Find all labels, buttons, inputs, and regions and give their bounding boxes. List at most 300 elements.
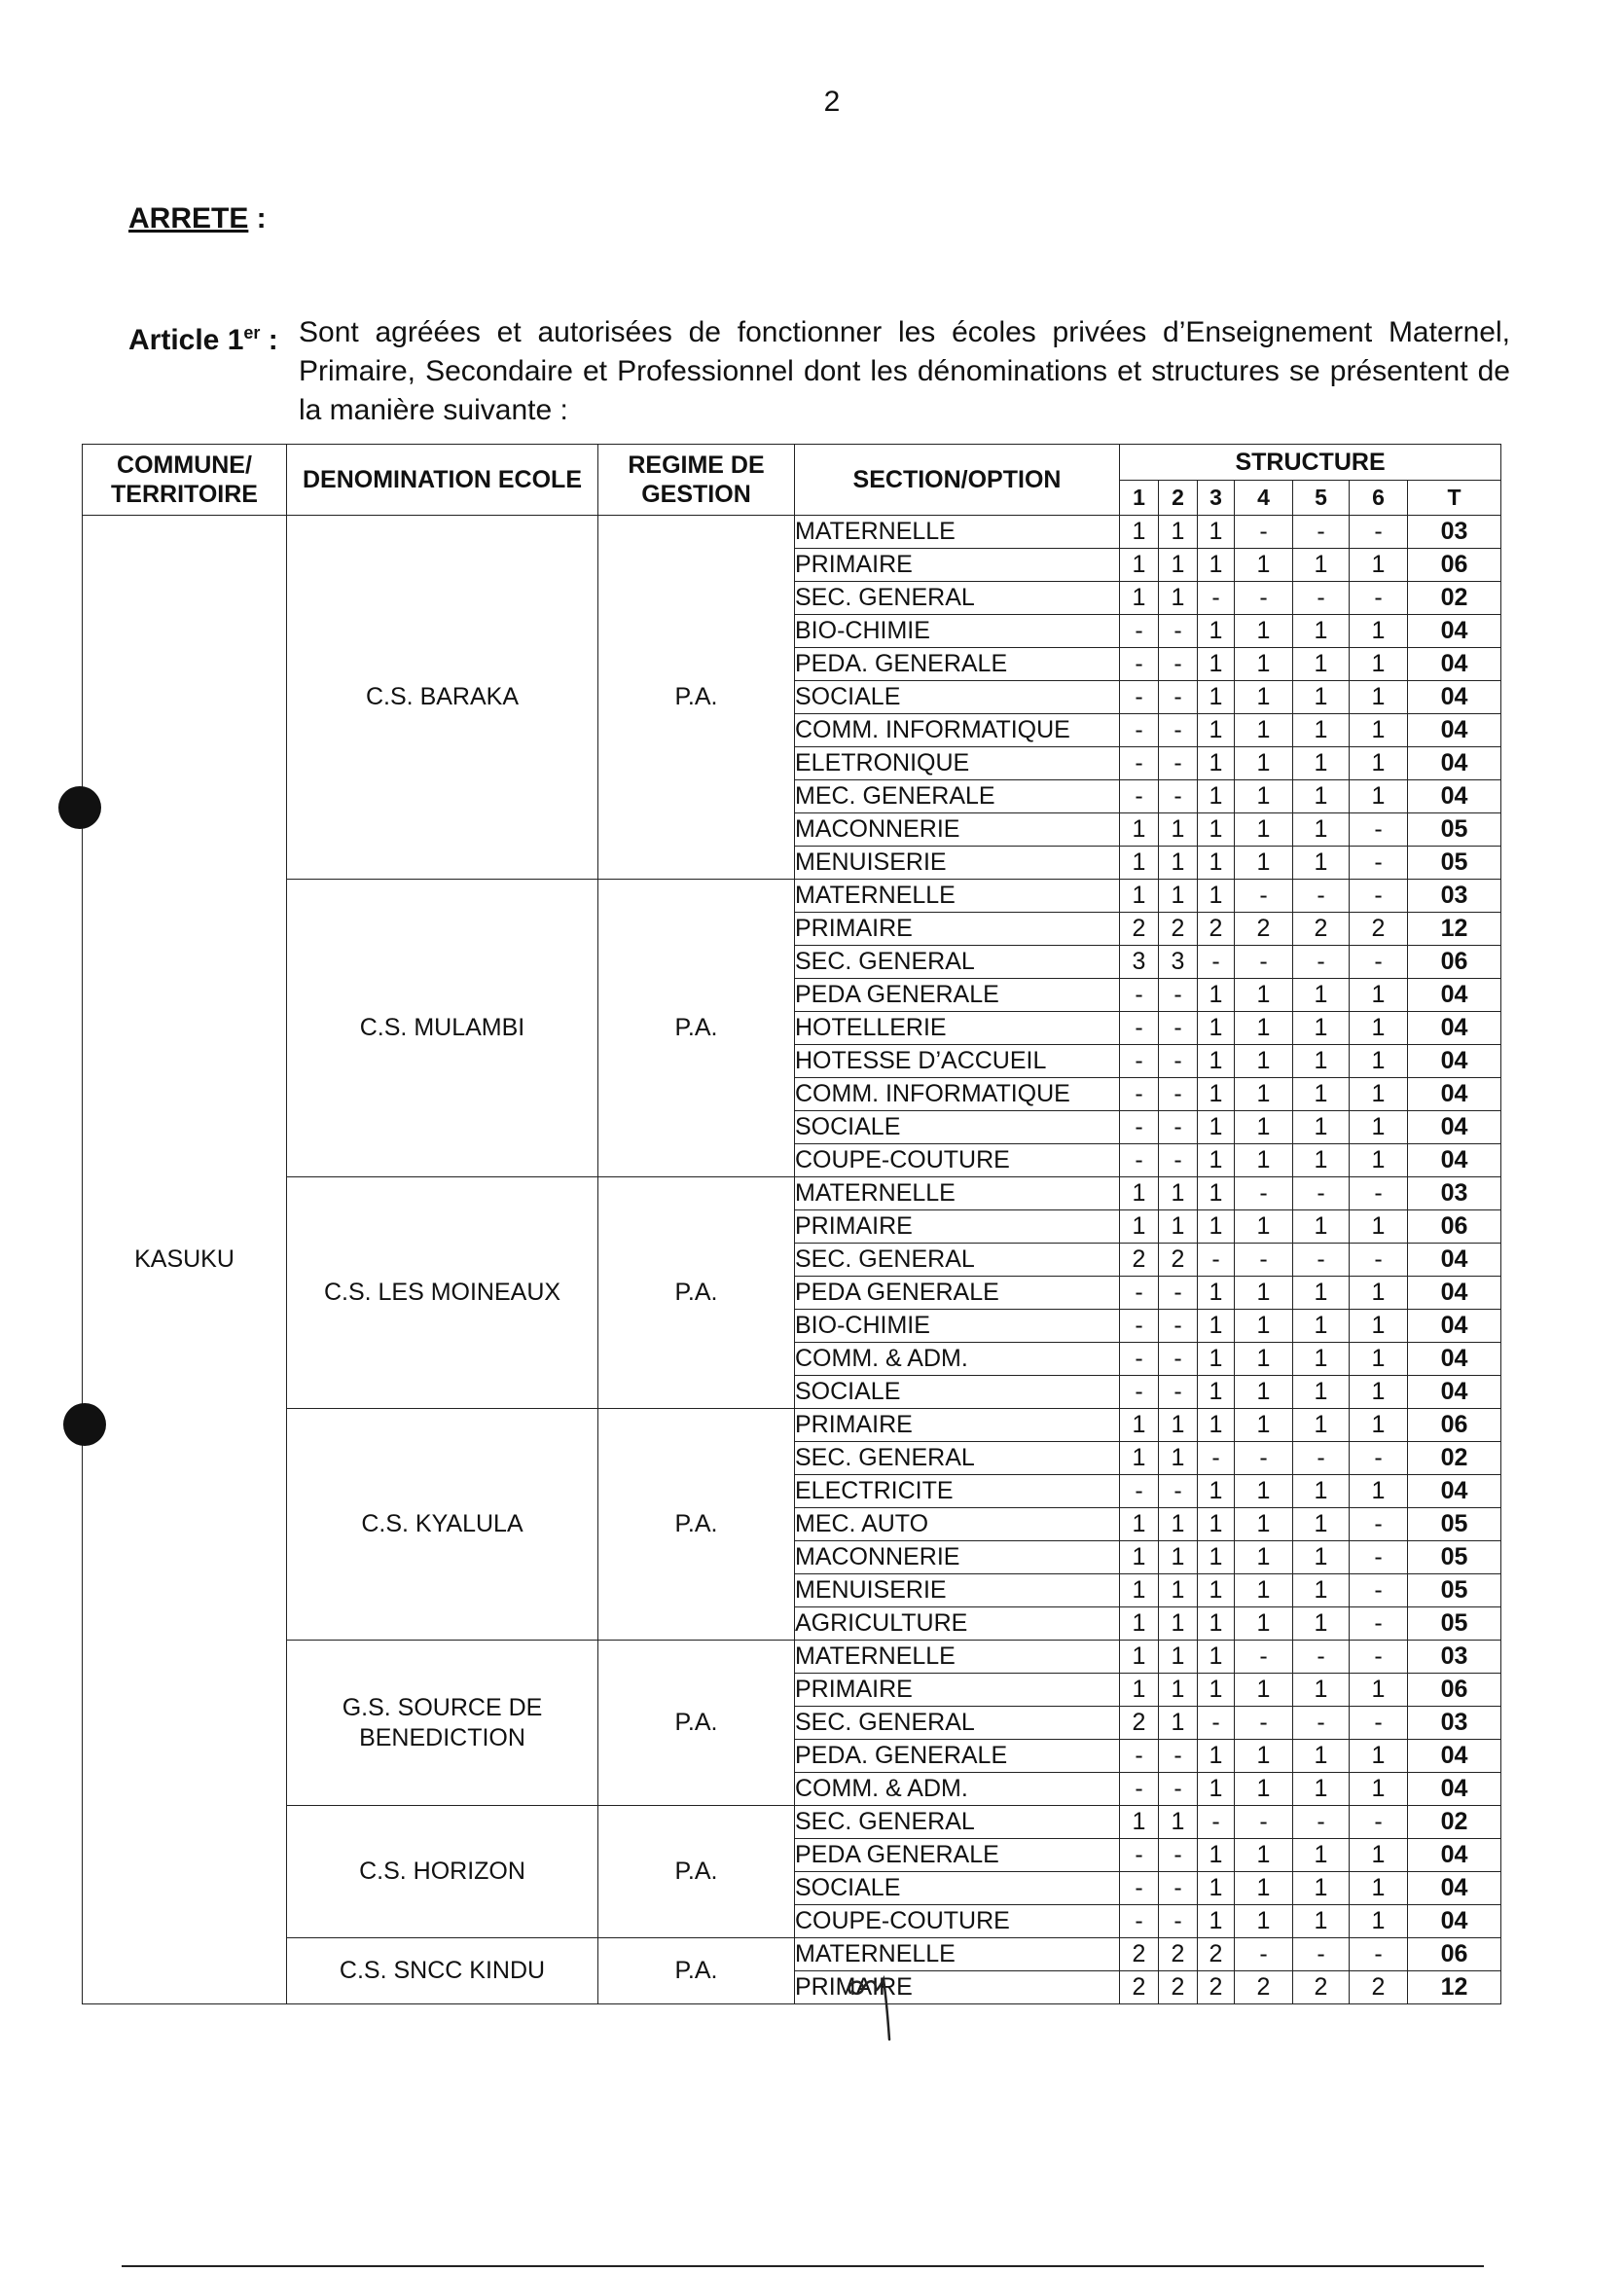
- structure-cell-1: -: [1120, 1144, 1159, 1177]
- structure-total: 02: [1408, 1806, 1501, 1839]
- section-option: MEC. GENERALE: [795, 780, 1120, 813]
- structure-cell-5: -: [1293, 516, 1350, 549]
- structure-cell-3: 1: [1198, 648, 1235, 681]
- structure-cell-4: 1: [1235, 979, 1293, 1012]
- structure-cell-2: -: [1159, 681, 1198, 714]
- structure-total: 04: [1408, 681, 1501, 714]
- structure-cell-3: 2: [1198, 1971, 1235, 2004]
- structure-cell-5: 1: [1293, 1078, 1350, 1111]
- article-label-sup: er: [243, 323, 261, 343]
- structure-cell-1: 2: [1120, 913, 1159, 946]
- structure-cell-4: -: [1235, 516, 1293, 549]
- structure-cell-5: 1: [1293, 714, 1350, 747]
- structure-cell-3: 1: [1198, 1574, 1235, 1607]
- structure-cell-6: 1: [1350, 1376, 1408, 1409]
- section-heading: [128, 202, 267, 235]
- structure-cell-5: -: [1293, 880, 1350, 913]
- structure-cell-1: -: [1120, 1740, 1159, 1773]
- structure-cell-5: -: [1293, 1641, 1350, 1674]
- structure-cell-4: 1: [1235, 1376, 1293, 1409]
- structure-cell-6: 1: [1350, 780, 1408, 813]
- school-name: C.S. HORIZON: [287, 1806, 598, 1938]
- structure-cell-2: -: [1159, 1475, 1198, 1508]
- header-structure-5: 5: [1293, 480, 1350, 516]
- structure-cell-2: -: [1159, 1277, 1198, 1310]
- structure-cell-5: 1: [1293, 1773, 1350, 1806]
- header-ecole: DENOMINATION ECOLE: [287, 445, 598, 516]
- section-option: SEC. GENERAL: [795, 946, 1120, 979]
- section-option: PRIMAIRE: [795, 1210, 1120, 1244]
- structure-cell-2: -: [1159, 1343, 1198, 1376]
- structure-cell-6: -: [1350, 1938, 1408, 1971]
- structure-total: 04: [1408, 1045, 1501, 1078]
- structure-total: 03: [1408, 1641, 1501, 1674]
- structure-cell-1: 1: [1120, 813, 1159, 847]
- schools-table: [82, 444, 1501, 2004]
- structure-cell-1: -: [1120, 1376, 1159, 1409]
- structure-cell-4: 1: [1235, 1045, 1293, 1078]
- section-option: SEC. GENERAL: [795, 1244, 1120, 1277]
- structure-total: 04: [1408, 1773, 1501, 1806]
- structure-cell-4: 1: [1235, 1905, 1293, 1938]
- structure-cell-3: 1: [1198, 979, 1235, 1012]
- structure-cell-2: -: [1159, 1740, 1198, 1773]
- structure-cell-3: 1: [1198, 714, 1235, 747]
- header-structure-total: T: [1408, 480, 1501, 516]
- punch-hole: [63, 1403, 106, 1446]
- structure-cell-3: 1: [1198, 747, 1235, 780]
- structure-cell-3: -: [1198, 1707, 1235, 1740]
- structure-cell-3: 1: [1198, 549, 1235, 582]
- section-option: AGRICULTURE: [795, 1607, 1120, 1641]
- structure-cell-6: 1: [1350, 1905, 1408, 1938]
- structure-cell-4: 1: [1235, 847, 1293, 880]
- structure-cell-6: -: [1350, 1244, 1408, 1277]
- structure-cell-3: 1: [1198, 780, 1235, 813]
- section-option: SOCIALE: [795, 1111, 1120, 1144]
- structure-cell-4: 2: [1235, 913, 1293, 946]
- structure-cell-4: 1: [1235, 549, 1293, 582]
- structure-cell-2: -: [1159, 1905, 1198, 1938]
- structure-cell-4: -: [1235, 1177, 1293, 1210]
- structure-cell-1: 2: [1120, 1971, 1159, 2004]
- structure-cell-4: 1: [1235, 648, 1293, 681]
- structure-cell-2: 1: [1159, 1806, 1198, 1839]
- structure-cell-4: 1: [1235, 1574, 1293, 1607]
- structure-cell-4: 1: [1235, 1607, 1293, 1641]
- structure-total: 04: [1408, 1475, 1501, 1508]
- structure-cell-3: 1: [1198, 1111, 1235, 1144]
- structure-cell-1: -: [1120, 714, 1159, 747]
- structure-cell-5: 1: [1293, 648, 1350, 681]
- structure-cell-3: 1: [1198, 1343, 1235, 1376]
- structure-cell-3: 1: [1198, 1905, 1235, 1938]
- header-structure-3: 3: [1198, 480, 1235, 516]
- structure-total: 03: [1408, 1177, 1501, 1210]
- structure-cell-3: 1: [1198, 1277, 1235, 1310]
- header-section: SECTION/OPTION: [795, 445, 1120, 516]
- structure-cell-4: 1: [1235, 681, 1293, 714]
- structure-cell-3: 1: [1198, 1409, 1235, 1442]
- structure-cell-3: -: [1198, 1442, 1235, 1475]
- structure-total: 04: [1408, 1905, 1501, 1938]
- structure-cell-1: 1: [1120, 1508, 1159, 1541]
- structure-cell-1: -: [1120, 1277, 1159, 1310]
- section-option: SOCIALE: [795, 1872, 1120, 1905]
- section-option: MENUISERIE: [795, 847, 1120, 880]
- structure-total: 04: [1408, 1740, 1501, 1773]
- header-structure-4: 4: [1235, 480, 1293, 516]
- section-option: COMM. & ADM.: [795, 1343, 1120, 1376]
- structure-cell-5: 1: [1293, 1475, 1350, 1508]
- structure-cell-5: 1: [1293, 979, 1350, 1012]
- structure-cell-3: -: [1198, 1244, 1235, 1277]
- structure-total: 04: [1408, 1078, 1501, 1111]
- structure-cell-2: 1: [1159, 1442, 1198, 1475]
- table-row: [83, 1806, 1501, 1839]
- section-option: PRIMAIRE: [795, 1409, 1120, 1442]
- structure-cell-1: -: [1120, 1012, 1159, 1045]
- structure-total: 04: [1408, 615, 1501, 648]
- school-name: C.S. LES MOINEAUX: [287, 1177, 598, 1409]
- structure-cell-2: -: [1159, 615, 1198, 648]
- structure-cell-6: 2: [1350, 1971, 1408, 2004]
- structure-total: 05: [1408, 813, 1501, 847]
- structure-cell-5: 1: [1293, 1872, 1350, 1905]
- school-regime: P.A.: [598, 1641, 795, 1806]
- structure-cell-3: 1: [1198, 1674, 1235, 1707]
- structure-cell-4: -: [1235, 582, 1293, 615]
- structure-cell-4: 1: [1235, 1740, 1293, 1773]
- section-option: PEDA. GENERALE: [795, 648, 1120, 681]
- structure-cell-4: 1: [1235, 1872, 1293, 1905]
- school-regime: P.A.: [598, 1177, 795, 1409]
- structure-cell-3: 1: [1198, 1541, 1235, 1574]
- structure-cell-5: 1: [1293, 1111, 1350, 1144]
- structure-cell-2: -: [1159, 747, 1198, 780]
- structure-cell-5: 1: [1293, 747, 1350, 780]
- structure-cell-6: 1: [1350, 1872, 1408, 1905]
- section-option: COUPE-COUTURE: [795, 1144, 1120, 1177]
- structure-total: 04: [1408, 714, 1501, 747]
- structure-cell-6: 1: [1350, 1045, 1408, 1078]
- structure-cell-1: -: [1120, 1343, 1159, 1376]
- structure-total: 04: [1408, 1244, 1501, 1277]
- table-row: [83, 1641, 1501, 1674]
- structure-cell-3: 1: [1198, 1607, 1235, 1641]
- section-option: ELECTRICITE: [795, 1475, 1120, 1508]
- structure-cell-5: 1: [1293, 1277, 1350, 1310]
- structure-cell-5: 1: [1293, 1905, 1350, 1938]
- structure-cell-4: 1: [1235, 1078, 1293, 1111]
- heading-colon: :: [248, 202, 267, 235]
- article-label-text: Article 1: [128, 324, 244, 356]
- structure-cell-5: 1: [1293, 813, 1350, 847]
- structure-cell-3: 1: [1198, 1045, 1235, 1078]
- structure-cell-2: -: [1159, 1872, 1198, 1905]
- section-option: BIO-CHIMIE: [795, 1310, 1120, 1343]
- structure-cell-4: 1: [1235, 813, 1293, 847]
- structure-cell-3: 1: [1198, 516, 1235, 549]
- structure-cell-4: 1: [1235, 1475, 1293, 1508]
- structure-cell-4: 1: [1235, 1111, 1293, 1144]
- structure-cell-2: 1: [1159, 1541, 1198, 1574]
- article-label: [128, 313, 278, 360]
- structure-cell-4: 1: [1235, 1012, 1293, 1045]
- section-option: MACONNERIE: [795, 813, 1120, 847]
- structure-cell-5: -: [1293, 1177, 1350, 1210]
- structure-cell-5: 2: [1293, 913, 1350, 946]
- table-row: [83, 1938, 1501, 1971]
- structure-cell-4: 1: [1235, 780, 1293, 813]
- structure-cell-5: 2: [1293, 1971, 1350, 2004]
- structure-cell-1: -: [1120, 780, 1159, 813]
- structure-cell-1: 1: [1120, 1541, 1159, 1574]
- structure-cell-6: -: [1350, 1607, 1408, 1641]
- structure-cell-1: 1: [1120, 1674, 1159, 1707]
- structure-cell-1: 1: [1120, 516, 1159, 549]
- structure-cell-1: 1: [1120, 847, 1159, 880]
- structure-cell-5: 1: [1293, 1144, 1350, 1177]
- structure-cell-4: 1: [1235, 1277, 1293, 1310]
- structure-cell-3: -: [1198, 582, 1235, 615]
- structure-total: 04: [1408, 1277, 1501, 1310]
- structure-cell-4: 1: [1235, 615, 1293, 648]
- structure-cell-2: 1: [1159, 813, 1198, 847]
- structure-cell-4: 1: [1235, 1839, 1293, 1872]
- section-option: MATERNELLE: [795, 1641, 1120, 1674]
- structure-cell-5: 1: [1293, 1508, 1350, 1541]
- structure-cell-5: 1: [1293, 615, 1350, 648]
- structure-cell-4: -: [1235, 1244, 1293, 1277]
- structure-cell-5: 1: [1293, 1045, 1350, 1078]
- structure-cell-5: 1: [1293, 1310, 1350, 1343]
- section-option: SOCIALE: [795, 681, 1120, 714]
- structure-cell-6: 1: [1350, 1475, 1408, 1508]
- structure-cell-6: -: [1350, 1541, 1408, 1574]
- structure-cell-3: 1: [1198, 1177, 1235, 1210]
- structure-cell-2: -: [1159, 1012, 1198, 1045]
- structure-cell-2: -: [1159, 780, 1198, 813]
- structure-cell-2: 1: [1159, 549, 1198, 582]
- structure-cell-3: -: [1198, 946, 1235, 979]
- structure-cell-4: 1: [1235, 1144, 1293, 1177]
- structure-total: 04: [1408, 1310, 1501, 1343]
- structure-total: 03: [1408, 880, 1501, 913]
- structure-cell-3: 1: [1198, 1475, 1235, 1508]
- structure-cell-1: -: [1120, 747, 1159, 780]
- structure-cell-6: -: [1350, 1641, 1408, 1674]
- structure-cell-2: 1: [1159, 1707, 1198, 1740]
- structure-cell-3: 2: [1198, 913, 1235, 946]
- structure-total: 12: [1408, 1971, 1501, 2004]
- structure-cell-5: 1: [1293, 1541, 1350, 1574]
- structure-cell-1: -: [1120, 1773, 1159, 1806]
- structure-cell-1: -: [1120, 1872, 1159, 1905]
- structure-cell-2: -: [1159, 1310, 1198, 1343]
- structure-cell-1: 1: [1120, 1210, 1159, 1244]
- structure-cell-6: -: [1350, 813, 1408, 847]
- structure-cell-6: 1: [1350, 1012, 1408, 1045]
- structure-cell-2: 1: [1159, 1674, 1198, 1707]
- structure-cell-4: 1: [1235, 1310, 1293, 1343]
- structure-cell-4: 1: [1235, 1210, 1293, 1244]
- structure-cell-2: 1: [1159, 1508, 1198, 1541]
- article-1: [128, 313, 1510, 430]
- structure-cell-4: -: [1235, 1806, 1293, 1839]
- structure-cell-6: 1: [1350, 1210, 1408, 1244]
- structure-cell-3: 1: [1198, 847, 1235, 880]
- header-regime: REGIME DE GESTION: [598, 445, 795, 516]
- structure-cell-5: -: [1293, 1806, 1350, 1839]
- commune-cell: KASUKU: [83, 516, 287, 2004]
- structure-cell-2: 1: [1159, 1210, 1198, 1244]
- header-structure-1: 1: [1120, 480, 1159, 516]
- structure-cell-3: 1: [1198, 813, 1235, 847]
- structure-cell-6: -: [1350, 1707, 1408, 1740]
- structure-cell-2: -: [1159, 1111, 1198, 1144]
- structure-total: 04: [1408, 979, 1501, 1012]
- structure-cell-6: -: [1350, 516, 1408, 549]
- structure-cell-4: 1: [1235, 714, 1293, 747]
- structure-cell-4: -: [1235, 1442, 1293, 1475]
- structure-cell-6: 1: [1350, 1343, 1408, 1376]
- structure-total: 04: [1408, 780, 1501, 813]
- structure-cell-1: 1: [1120, 1177, 1159, 1210]
- section-option: MATERNELLE: [795, 880, 1120, 913]
- structure-cell-6: 1: [1350, 1078, 1408, 1111]
- school-name: C.S. KYALULA: [287, 1409, 598, 1641]
- structure-cell-3: 1: [1198, 1508, 1235, 1541]
- structure-cell-6: 1: [1350, 1277, 1408, 1310]
- heading-text: ARRETE: [128, 202, 249, 235]
- structure-cell-2: 3: [1159, 946, 1198, 979]
- structure-cell-2: 1: [1159, 1607, 1198, 1641]
- school-name: C.S. BARAKA: [287, 516, 598, 880]
- section-option: PRIMAIRE: [795, 913, 1120, 946]
- structure-cell-2: -: [1159, 714, 1198, 747]
- structure-cell-4: -: [1235, 1938, 1293, 1971]
- structure-total: 06: [1408, 1409, 1501, 1442]
- structure-cell-6: 1: [1350, 681, 1408, 714]
- structure-cell-6: 1: [1350, 1674, 1408, 1707]
- structure-cell-1: -: [1120, 615, 1159, 648]
- structure-cell-1: 1: [1120, 880, 1159, 913]
- structure-total: 03: [1408, 516, 1501, 549]
- section-option: PRIMAIRE: [795, 1674, 1120, 1707]
- structure-cell-1: -: [1120, 1111, 1159, 1144]
- structure-cell-5: 1: [1293, 1607, 1350, 1641]
- structure-cell-2: -: [1159, 1376, 1198, 1409]
- structure-cell-3: 1: [1198, 1012, 1235, 1045]
- school-regime: P.A.: [598, 1938, 795, 2004]
- structure-cell-5: 1: [1293, 847, 1350, 880]
- structure-cell-5: 1: [1293, 681, 1350, 714]
- structure-cell-1: 1: [1120, 549, 1159, 582]
- structure-cell-6: -: [1350, 1508, 1408, 1541]
- structure-cell-4: 1: [1235, 1773, 1293, 1806]
- structure-cell-1: -: [1120, 1078, 1159, 1111]
- structure-cell-2: 2: [1159, 1971, 1198, 2004]
- structure-cell-2: -: [1159, 1078, 1198, 1111]
- structure-total: 04: [1408, 1839, 1501, 1872]
- structure-cell-1: 1: [1120, 1409, 1159, 1442]
- structure-total: 06: [1408, 946, 1501, 979]
- structure-cell-6: 1: [1350, 1740, 1408, 1773]
- structure-cell-6: 1: [1350, 549, 1408, 582]
- section-option: COUPE-COUTURE: [795, 1905, 1120, 1938]
- structure-cell-5: -: [1293, 1707, 1350, 1740]
- structure-cell-6: 1: [1350, 1773, 1408, 1806]
- structure-cell-2: 1: [1159, 847, 1198, 880]
- structure-cell-2: -: [1159, 1839, 1198, 1872]
- section-option: PEDA. GENERALE: [795, 1740, 1120, 1773]
- structure-total: 02: [1408, 582, 1501, 615]
- section-option: HOTELLERIE: [795, 1012, 1120, 1045]
- structure-total: 12: [1408, 913, 1501, 946]
- structure-cell-5: 1: [1293, 1376, 1350, 1409]
- punch-hole: [58, 786, 101, 829]
- structure-total: 06: [1408, 1210, 1501, 1244]
- structure-cell-3: 1: [1198, 1872, 1235, 1905]
- structure-cell-5: 1: [1293, 780, 1350, 813]
- structure-cell-2: -: [1159, 1045, 1198, 1078]
- structure-cell-6: -: [1350, 1806, 1408, 1839]
- article-label-colon: :: [260, 324, 278, 356]
- structure-cell-3: 1: [1198, 1641, 1235, 1674]
- structure-cell-6: 1: [1350, 1111, 1408, 1144]
- structure-cell-4: 1: [1235, 1541, 1293, 1574]
- structure-total: 02: [1408, 1442, 1501, 1475]
- school-name: G.S. SOURCE DE BENEDICTION: [287, 1641, 598, 1806]
- structure-total: 04: [1408, 1012, 1501, 1045]
- structure-cell-5: -: [1293, 946, 1350, 979]
- structure-cell-3: 1: [1198, 615, 1235, 648]
- structure-cell-6: 1: [1350, 979, 1408, 1012]
- structure-cell-2: 2: [1159, 913, 1198, 946]
- structure-cell-2: 1: [1159, 516, 1198, 549]
- structure-cell-6: -: [1350, 582, 1408, 615]
- section-option: COMM. & ADM.: [795, 1773, 1120, 1806]
- structure-cell-2: 1: [1159, 880, 1198, 913]
- structure-cell-3: 1: [1198, 1839, 1235, 1872]
- section-option: MATERNELLE: [795, 516, 1120, 549]
- structure-cell-6: 1: [1350, 714, 1408, 747]
- structure-total: 06: [1408, 1674, 1501, 1707]
- structure-cell-2: 1: [1159, 582, 1198, 615]
- structure-cell-2: -: [1159, 648, 1198, 681]
- structure-cell-6: 2: [1350, 913, 1408, 946]
- structure-cell-1: -: [1120, 1045, 1159, 1078]
- structure-cell-6: 1: [1350, 615, 1408, 648]
- structure-cell-3: 1: [1198, 880, 1235, 913]
- structure-cell-1: -: [1120, 648, 1159, 681]
- structure-cell-3: 1: [1198, 1773, 1235, 1806]
- structure-cell-1: 2: [1120, 1938, 1159, 1971]
- structure-cell-5: 1: [1293, 1012, 1350, 1045]
- structure-cell-6: -: [1350, 847, 1408, 880]
- structure-cell-5: 1: [1293, 549, 1350, 582]
- school-name: C.S. MULAMBI: [287, 880, 598, 1177]
- structure-cell-1: 1: [1120, 1806, 1159, 1839]
- structure-cell-1: 1: [1120, 1442, 1159, 1475]
- section-option: MATERNELLE: [795, 1938, 1120, 1971]
- article-text: Sont agréées et autorisées de fonctionner les écoles privées d’Enseignement Maternel, Primaire, Secondaire et Professionnel dont les dénominations et structures se présentent de la manière suivante :: [299, 316, 1510, 426]
- structure-cell-1: 1: [1120, 1574, 1159, 1607]
- structure-total: 05: [1408, 1508, 1501, 1541]
- structure-cell-3: 1: [1198, 1078, 1235, 1111]
- structure-cell-3: 1: [1198, 1376, 1235, 1409]
